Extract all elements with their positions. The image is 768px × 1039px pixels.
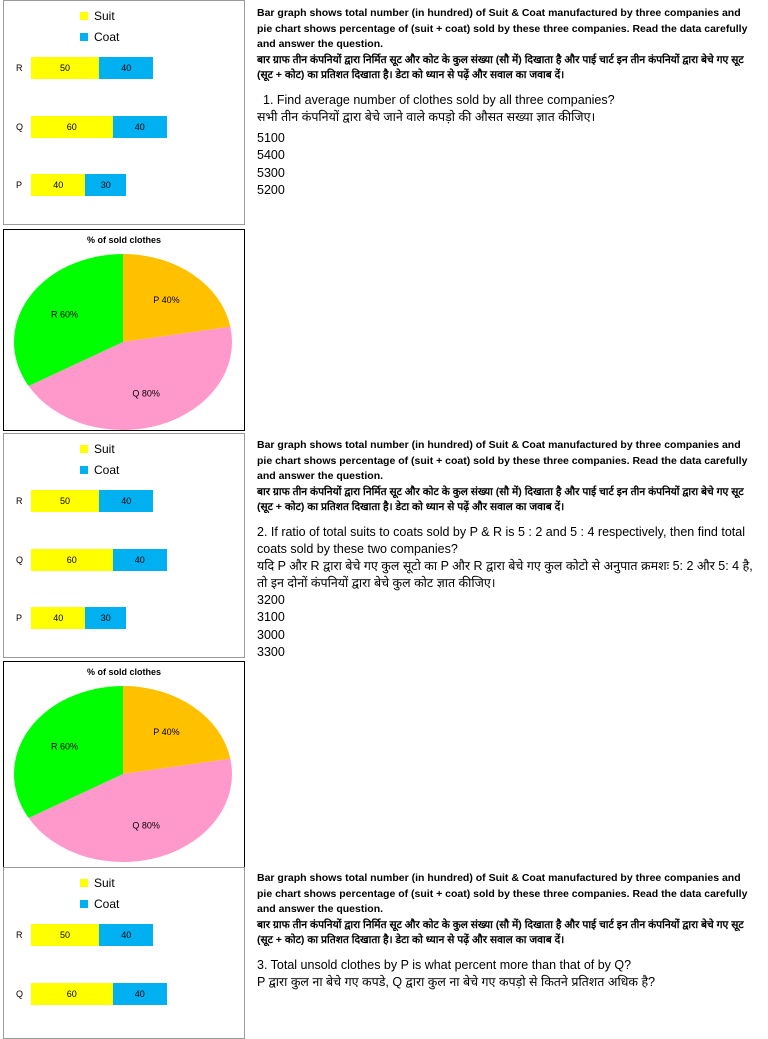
instructions-hindi: बार ग्राफ तीन कंपनियों द्वारा निर्मित सूट और कोट के कुल संख्या (सौ में) दिखाता है और पाई चार्ट इन तीन कंपनियों द्वारा बेचे गए सूट (सूट + कोट) का प्रतिशत दिखाता है। डेटा को ध्यान से पढ़ें और सवाल का जवाब दें। — [257, 53, 744, 81]
legend-swatch — [80, 466, 88, 474]
bar-value-label: 40 — [121, 63, 132, 73]
pie-chart-panel — [3, 661, 245, 871]
bar-coat-q — [113, 116, 167, 138]
instructions-english: Bar graph shows total number (in hundred) of Suit & Coat manufactured by three companies and pie chart shows percentage of (suit + coat) sold by these three companies. Read the data carefully and answer the question. — [257, 7, 748, 50]
legend-label: Suit — [94, 442, 115, 456]
bar-suit-p — [31, 174, 85, 196]
bar-value-label: 40 — [53, 180, 64, 190]
category-label: Q — [16, 122, 24, 132]
legend-label: Coat — [94, 897, 120, 911]
question-hindi: सभी तीन कंपनियों द्वारा बेचे जाने वाले कपड़ो की औसत सख्या ज्ञात कीजिए। — [257, 109, 596, 124]
bar-suit-r — [31, 924, 99, 946]
bar-suit-q — [31, 549, 113, 571]
option-1[interactable]: 5100 — [257, 130, 285, 145]
instructions-hindi: बार ग्राफ तीन कंपनियों द्वारा निर्मित सूट और कोट के कुल संख्या (सौ में) दिखाता है और पाई चार्ट इन तीन कंपनियों द्वारा बेचे गए सूट (सूट + कोट) का प्रतिशत दिखाता है। डेटा को ध्यान से पढ़ें और सवाल का जवाब दें। — [257, 485, 744, 513]
bar-coat-r — [99, 924, 153, 946]
option-3[interactable]: 3000 — [257, 627, 285, 642]
bar-value-label: 60 — [66, 122, 77, 132]
bar-value-label: 40 — [121, 496, 132, 506]
bar-value-label: 40 — [134, 555, 145, 565]
legend-item-suit — [80, 442, 115, 456]
bar-coat-p — [85, 607, 126, 629]
legend-swatch — [80, 445, 88, 453]
bar-value-label: 50 — [59, 63, 70, 73]
pie-chart — [4, 230, 244, 430]
pie-slice-label: Q 80% — [132, 388, 160, 399]
legend-item-coat — [80, 30, 119, 44]
category-label: Q — [16, 555, 24, 565]
legend-item-suit — [80, 9, 115, 23]
bar-chart-panel — [3, 0, 245, 225]
legend-item-suit — [80, 876, 115, 890]
bar-suit-q — [31, 983, 113, 1005]
question-hindi: यदि P और R द्वारा बेचे गए कुल सूटो का P और R द्वारा बेचे गए कुल कोटो से अनुपात क्रमशः 5: 2 और 5: 4 है, तो इन दोनों कंपनियों द्वारा बेचे कुल कोट ज्ञात कीजिए। — [257, 558, 753, 590]
bar-value-label: 50 — [59, 930, 70, 940]
question-english: 2. If ratio of total suits to coats sold by P & R is 5 : 2 and 5 : 4 respectively, then find total coats sold by these two companies? — [257, 524, 745, 556]
bar-value-label: 30 — [100, 180, 111, 190]
bar-coat-q — [113, 549, 167, 571]
question-text — [257, 92, 757, 126]
option-4[interactable]: 5200 — [257, 183, 285, 197]
bar-coat-r — [99, 57, 153, 79]
bar-value-label: 50 — [59, 496, 70, 506]
option-1[interactable]: 3200 — [257, 592, 285, 607]
category-label: R — [16, 930, 23, 940]
legend-swatch — [80, 12, 88, 20]
instructions-english: Bar graph shows total number (in hundred) of Suit & Coat manufactured by three companies and pie chart shows percentage of (suit + coat) sold by these three companies. Read the data carefully and answer the question. — [257, 872, 748, 915]
option-2[interactable]: 5400 — [257, 148, 285, 162]
bar-chart-panel — [3, 433, 245, 658]
bar-suit-p — [31, 607, 85, 629]
bar-value-label: 40 — [121, 930, 132, 940]
question-block — [257, 438, 757, 662]
bar-chart-panel — [3, 867, 245, 1039]
bar-suit-q — [31, 116, 113, 138]
question-block — [257, 6, 757, 200]
bar-value-label: 40 — [134, 122, 145, 132]
bar-value-label: 40 — [134, 989, 145, 999]
question-text — [257, 524, 757, 592]
category-label: P — [16, 180, 23, 190]
options-list — [257, 130, 757, 200]
question-text — [257, 957, 757, 991]
instructions — [257, 6, 757, 84]
option-2[interactable]: 3100 — [257, 610, 285, 624]
legend-swatch — [80, 33, 88, 41]
instructions-english: Bar graph shows total number (in hundred) of Suit & Coat manufactured by three companies and pie chart shows percentage of (suit + coat) sold by these three companies. Read the data carefully and answer the question. — [257, 439, 748, 482]
bar-value-label: 40 — [53, 613, 64, 623]
bar-suit-r — [31, 57, 99, 79]
category-label: Q — [16, 989, 24, 999]
instructions — [257, 871, 757, 949]
bar-coat-r — [99, 490, 153, 512]
options-list — [257, 592, 757, 662]
category-label: R — [16, 63, 23, 73]
bar-coat-p — [85, 174, 126, 196]
legend-label: Coat — [94, 463, 120, 477]
pie-chart-panel — [3, 229, 245, 431]
pie-chart — [4, 662, 244, 862]
chart-title: % of sold clothes — [86, 667, 161, 677]
question-hindi: P द्वारा कुल ना बेचे गए कपडे, Q द्वारा कुल ना बेचे गए कपड़ो से कितने प्रतिशत अधिक है? — [257, 974, 656, 989]
option-3[interactable]: 5300 — [257, 165, 285, 180]
pie-slice-label: P 40% — [153, 295, 180, 306]
bar-value-label: 30 — [100, 613, 111, 623]
chart-title: % of sold clothes — [86, 235, 161, 245]
legend-item-coat — [80, 463, 119, 477]
bar-coat-q — [113, 983, 167, 1005]
instructions — [257, 438, 757, 516]
question-english: 3. Total unsold clothes by P is what percent more than that of by Q? — [257, 957, 632, 972]
question-english: 1. Find average number of clothes sold by all three companies? — [263, 92, 615, 107]
legend-label: Coat — [94, 30, 120, 44]
legend-item-coat — [80, 897, 119, 911]
bar-value-label: 60 — [66, 989, 77, 999]
bar-suit-r — [31, 490, 99, 512]
legend-label: Suit — [94, 9, 115, 23]
legend-swatch — [80, 879, 88, 887]
instructions-hindi: बार ग्राफ तीन कंपनियों द्वारा निर्मित सूट और कोट के कुल संख्या (सौ में) दिखाता है और पाई चार्ट इन तीन कंपनियों द्वारा बेचे गए सूट (सूट + कोट) का प्रतिशत दिखाता है। डेटा को ध्यान से पढ़ें और सवाल का जवाब दें। — [257, 918, 744, 946]
option-4[interactable]: 3300 — [257, 645, 285, 659]
legend-swatch — [80, 900, 88, 908]
pie-slice-label: P 40% — [153, 727, 180, 738]
pie-slice-label: R 60% — [50, 309, 78, 320]
pie-slice-label: R 60% — [50, 741, 78, 752]
bar-value-label: 60 — [66, 555, 77, 565]
category-label: P — [16, 613, 23, 623]
legend-label: Suit — [94, 876, 115, 890]
question-block — [257, 871, 757, 991]
pie-slice-label: Q 80% — [132, 820, 160, 831]
category-label: R — [16, 496, 23, 506]
